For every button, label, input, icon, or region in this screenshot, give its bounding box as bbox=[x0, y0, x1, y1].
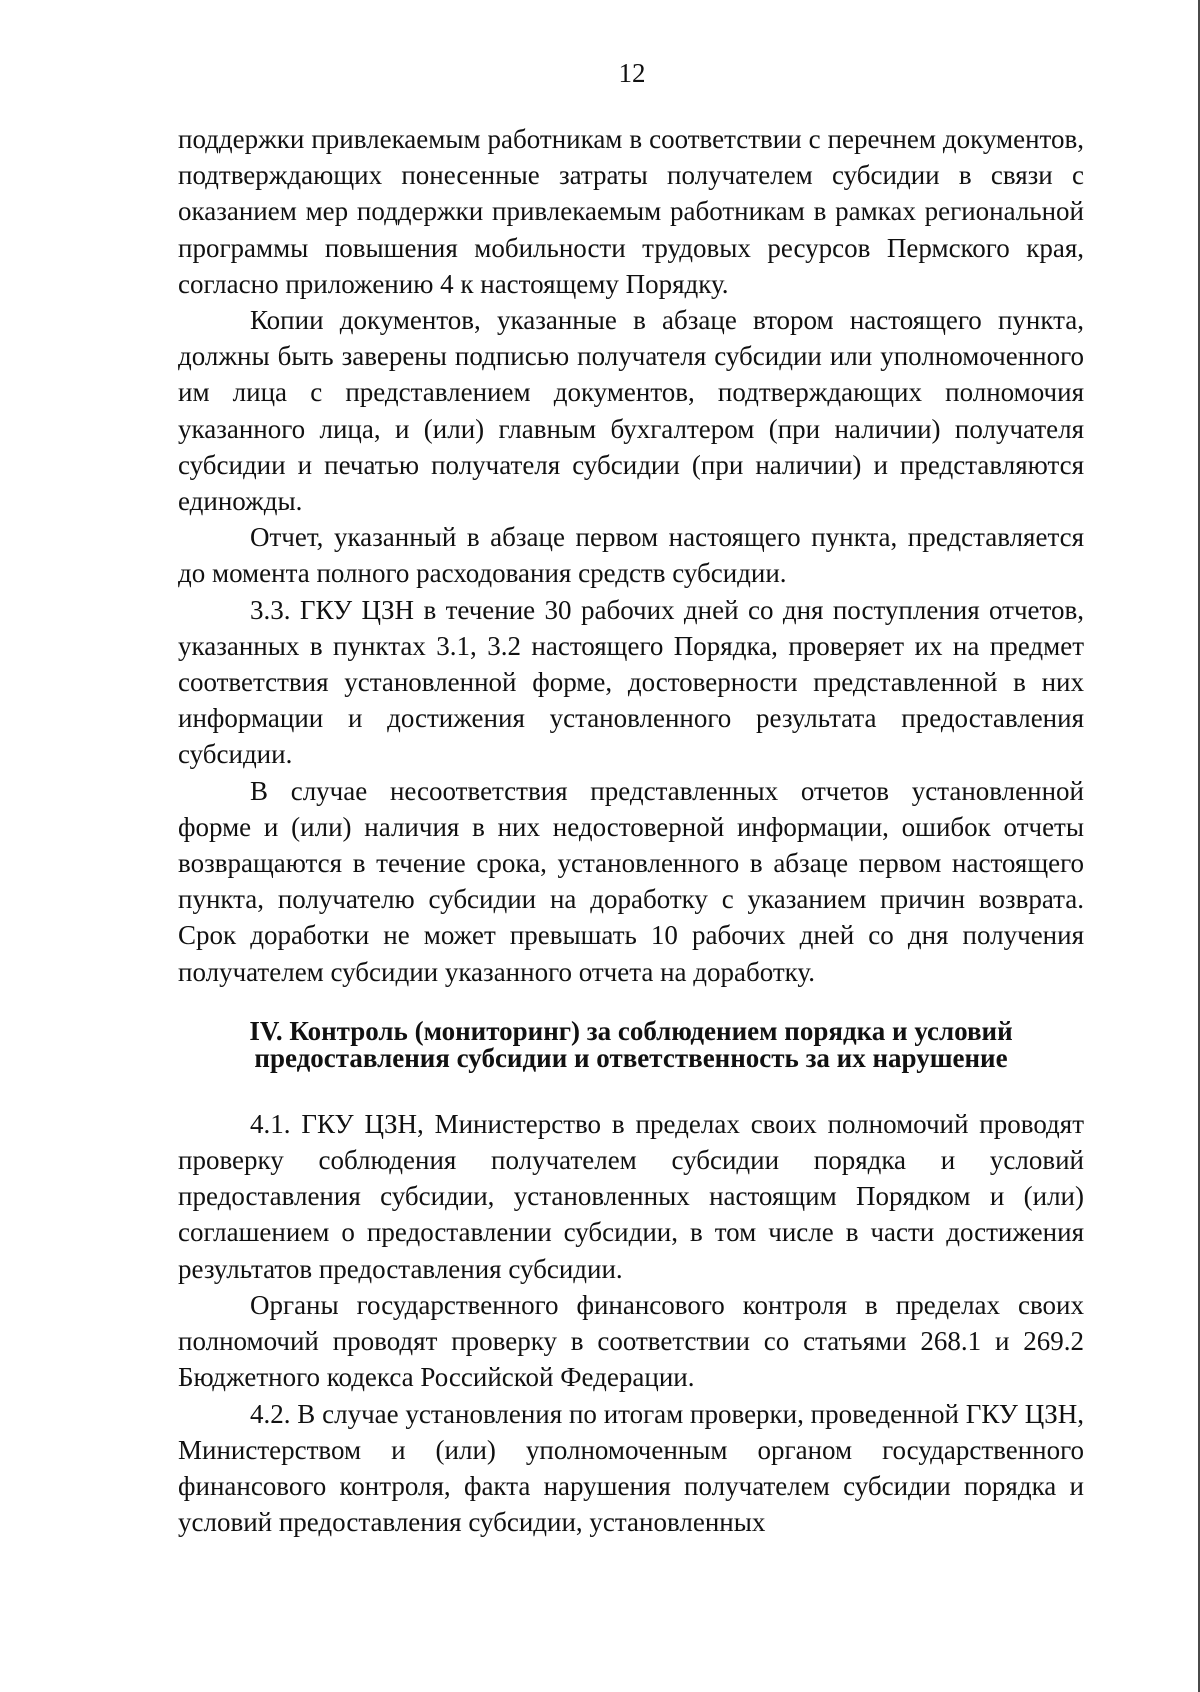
paragraph: 4.1. ГКУ ЦЗН, Министерство в пределах своих полномочий проводят проверку соблюдения получателем субсидии порядка и условий предоставления субсидии, установленных настоящим Порядком и (или) соглашением о предоставлении субсидии, в том числе в части достижения результатов предоставления субсидии. bbox=[178, 1108, 1084, 1284]
section-heading bbox=[178, 1015, 1084, 1073]
paragraph: 3.3. ГКУ ЦЗН в течение 30 рабочих дней со дня поступления отчетов, указанных в пунктах 3.1, 3.2 настоящего Порядка, проверяет их на предмет соответствия установленной форме, достоверности представленной в них информации и достижения установленного результата предоставления субсидии. bbox=[178, 594, 1084, 770]
paragraph: Отчет, указанный в абзаце первом настоящего пункта, представляется до момента полного расходования средств субсидии. bbox=[178, 522, 1084, 589]
paragraph: Органы государственного финансового контроля в пределах своих полномочий проводят проверку в соответствии со статьями 268.1 и 269.2 Бюджетного кодекса Российской Федерации. bbox=[178, 1289, 1084, 1393]
page-number: 12 bbox=[618, 58, 646, 88]
paragraph: Копии документов, указанные в абзаце втором настоящего пункта, должны быть заверены подписью получателя субсидии или уполномоченного им лица с представлением документов, подтверждающих полномочия указанного лица, и (или) главным бухгалтером (при наличии) получателя субсидии и печатью получателя субсидии (при наличии) и представляются единожды. bbox=[178, 305, 1084, 517]
paragraph: 4.2. В случае установления по итогам проверки, проведенной ГКУ ЦЗН, Министерством и (или) уполномоченным органом государственного финансового контроля, факта нарушения получателем субсидии порядка и условий предоставления субсидии, установленных bbox=[178, 1398, 1084, 1538]
paragraph: поддержки привлекаемым работникам в соответствии с перечнем документов, подтверждающих понесенные затраты получателем субсидии в связи с оказанием мер поддержки привлекаемым работникам в рамках региональной программы повышения мобильности трудовых ресурсов Пермского края, согласно приложению 4 к настоящему Порядку. bbox=[178, 124, 1084, 299]
section-heading-line: предоставления субсидии и ответственность за их нарушение bbox=[254, 1042, 1008, 1073]
paragraph: В случае несоответствия представленных отчетов установленной форме и (или) наличия в них недостоверной информации, ошибок отчеты возвращаются в течение срока, установленного в абзаце первом настоящего пункта, получателю субсидии на доработку с указанием причин возврата. Срок доработки не может превышать 10 рабочих дней со дня получения получателем субсидии указанного отчета на доработку. bbox=[178, 775, 1084, 987]
section-heading-line: IV. Контроль (мониторинг) за соблюдением порядка и условий bbox=[249, 1015, 1013, 1046]
document-body bbox=[178, 121, 1084, 1540]
